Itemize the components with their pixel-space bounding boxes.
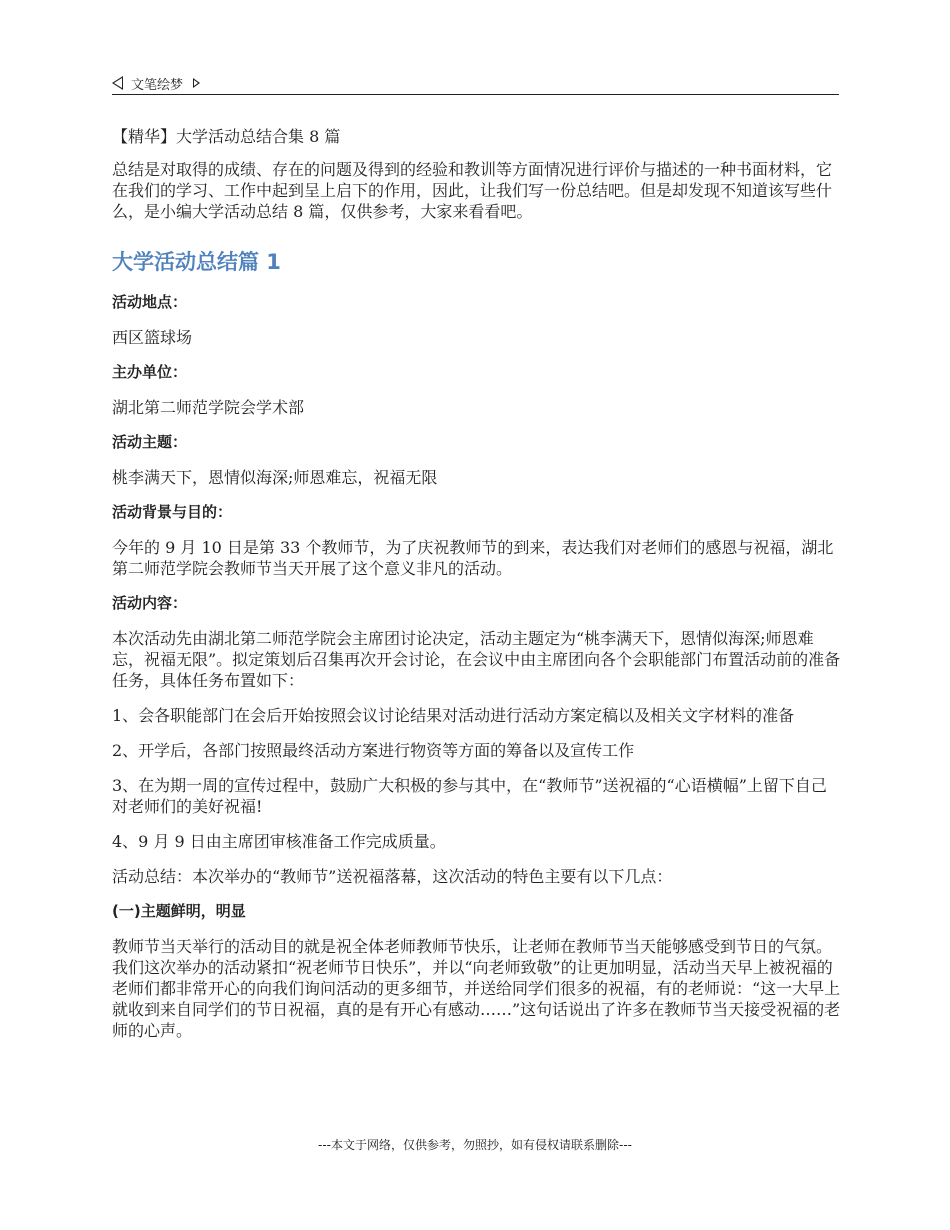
organizer-label: 主办单位： — [112, 363, 188, 381]
task-item: 3、在为期一周的宣传过程中，鼓励广大积极的参与其中，在“教师节”送祝福的“心语横幅”上留下自己对老师们的美好祝福! — [112, 776, 827, 816]
content-intro-paragraph: 本次活动先由湖北第二师范学院会主席团讨论决定，活动主题定为“桃李满天下，恩情似海深;师恩难忘，祝福无限”。拟定策划后召集再次开会讨论，在会议中由主席团向各个会职能部门布置活动前的准备任务，具体任务布置如下： — [112, 629, 841, 690]
triangle-left-icon — [112, 76, 123, 90]
location-value: 西区篮球场 — [112, 328, 193, 347]
task-item: 4、9 月 9 日由主席团审核准备工作完成质量。 — [112, 832, 446, 851]
task-item: 2、开学后，各部门按照最终活动方案进行物资等方面的筹备以及宣传工作 — [112, 741, 635, 760]
intro-paragraph: 总结是对取得的成绩、存在的问题及得到的经验和教训等方面情况进行评价与描述的一种书面材料，它在我们的学习、工作中起到呈上启下的作用，因此，让我们写一份总结吧。但是却发现不知道该写些什么，是小编大学活动总结 8 篇，仅供参考，大家来看看吧。 — [112, 160, 833, 221]
theme-value: 桃李满天下，恩情似海深;师恩难忘，祝福无限 — [112, 468, 438, 487]
section-heading: 大学活动总结篇 1 — [112, 250, 281, 274]
content-label: 活动内容： — [112, 594, 188, 612]
theme-label: 活动主题： — [112, 433, 188, 451]
organizer-value: 湖北第二师范学院会学术部 — [112, 398, 305, 417]
page-footer: ---本文于网络，仅供参考，勿照抄，如有侵权请联系删除--- — [318, 1138, 632, 1152]
background-paragraph: 今年的 9 月 10 日是第 33 个教师节，为了庆祝教师节的到来，表达我们对老师们的感恩与祝福，湖北第二师范学院会教师节当天开展了这个意义非凡的活动。 — [112, 538, 834, 578]
document-title: 【精华】大学活动总结合集 8 篇 — [112, 127, 341, 146]
task-item: 1、会各职能部门在会后开始按照会议讨论结果对活动进行活动方案定稿以及相关文字材料的准备 — [112, 706, 795, 725]
summary-paragraph: 活动总结：本次举办的“教师节”送祝福落幕，这次活动的特色主要有以下几点： — [112, 867, 673, 886]
location-label: 活动地点： — [112, 293, 188, 311]
triangle-right-icon — [193, 78, 200, 88]
point1-paragraph: 教师节当天举行的活动目的就是祝全体老师教师节快乐，让老师在教师节当天能够感受到节日的气氛。我们这次举办的活动紧扣“祝老师节日快乐”，并以“向老师致敬”的让更加明显，活动当天早上被祝福的老师们都非常开心的向我们询问活动的更多细节，并送给同学们很多的祝福，有的老师说：“这一大早上就收到来自同学们的节日祝福，真的是有开心有感动……”这句话说出了许多在教师节当天接受祝福的老师的心声。 — [112, 937, 841, 1040]
header-title: 文笔绘梦 — [131, 77, 184, 93]
page-header — [112, 72, 839, 95]
background-label: 活动背景与目的： — [112, 503, 233, 521]
point1-heading: (一)主题鲜明，明显 — [112, 902, 246, 920]
document-body — [112, 126, 842, 1055]
